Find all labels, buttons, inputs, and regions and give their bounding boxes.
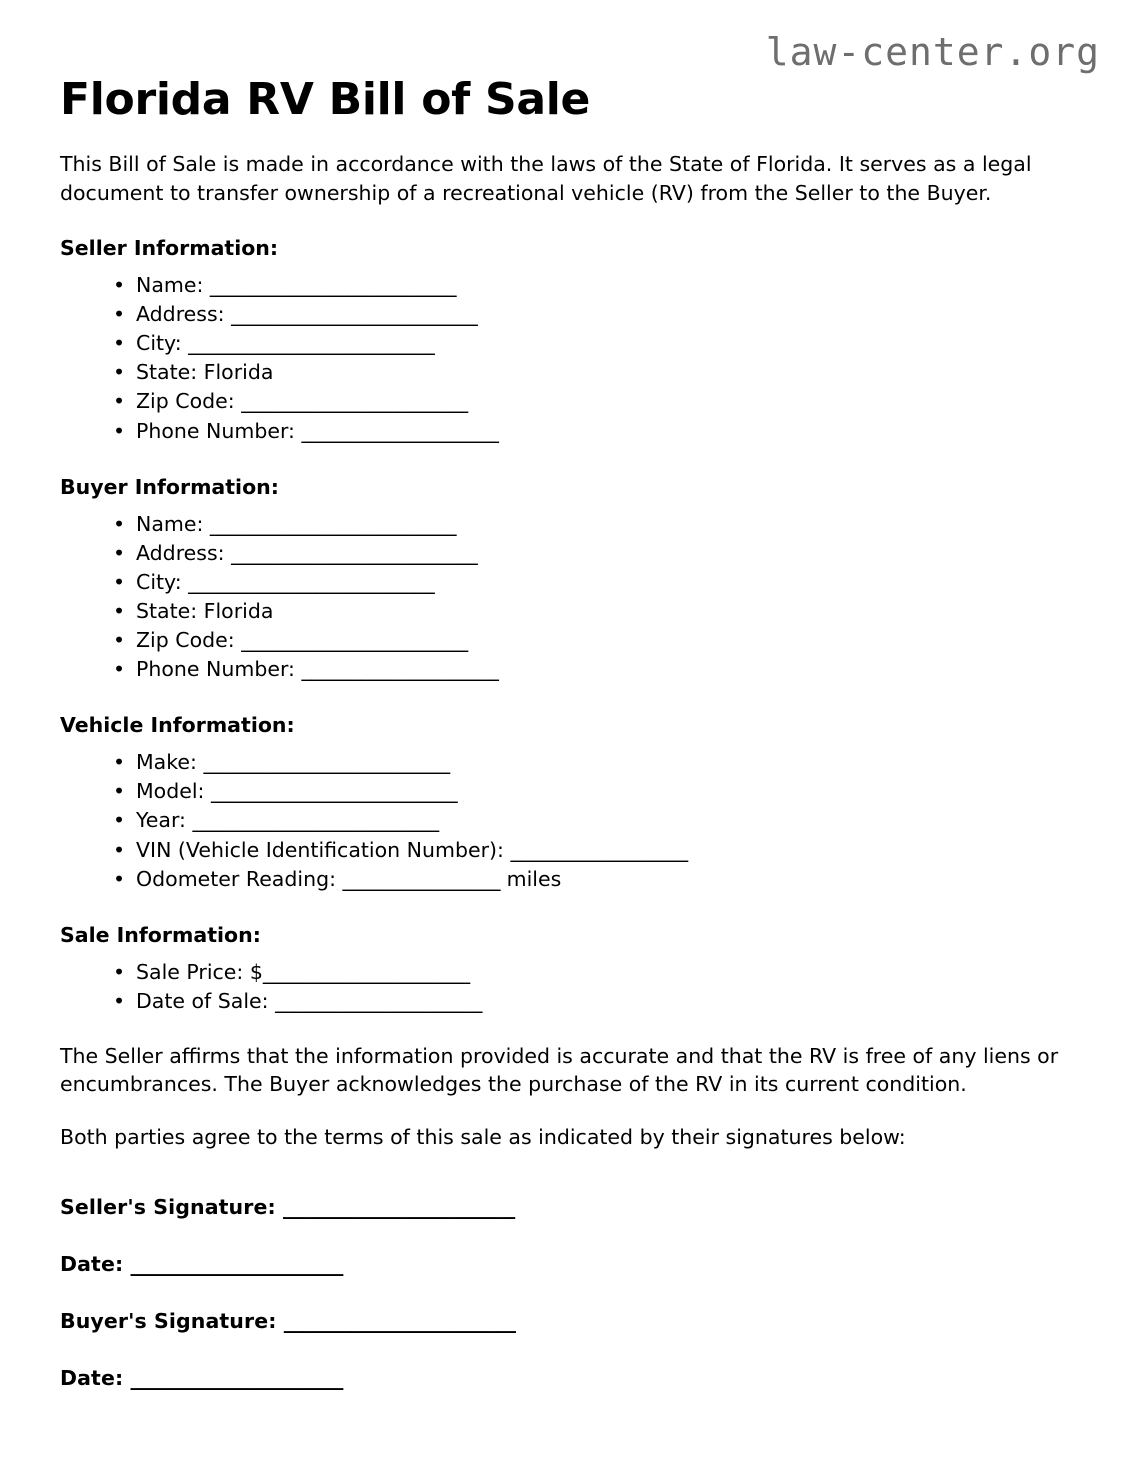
field-list xyxy=(60,262,1073,446)
field-label: Phone Number: xyxy=(136,657,302,682)
field-list xyxy=(60,501,1073,685)
form-sections xyxy=(60,207,1073,1016)
field-label: Odometer Reading: xyxy=(136,866,343,891)
field-row xyxy=(136,510,1073,539)
page-title: Florida RV Bill of Sale xyxy=(60,74,591,125)
signature-blank[interactable]: ________________________ xyxy=(283,1194,515,1219)
section-heading: Seller Information: xyxy=(60,235,279,260)
field-label: Date of Sale: xyxy=(136,988,276,1013)
field-row xyxy=(136,568,1073,597)
field-row xyxy=(136,836,1073,865)
field-label: Zip Code: xyxy=(136,628,242,653)
field-blank[interactable]: _________________________ xyxy=(209,272,457,297)
signature-label: Buyer's Signature: xyxy=(60,1308,284,1333)
field-label: Model: xyxy=(136,779,211,804)
field-blank[interactable]: _______________________ xyxy=(241,389,468,414)
field-list xyxy=(60,739,1073,894)
field-row xyxy=(136,271,1073,300)
signature-label: Seller's Signature: xyxy=(60,1194,283,1219)
field-row xyxy=(136,358,1073,387)
field-row xyxy=(136,626,1073,655)
signature-blank[interactable]: ______________________ xyxy=(130,1365,343,1390)
field-row xyxy=(136,865,1073,894)
field-blank[interactable]: _________________________ xyxy=(188,331,435,356)
field-blank[interactable]: _________________________ xyxy=(231,302,478,327)
affirmation-paragraph: The Seller affirms that the information provided is accurate and that the RV is free of any liens or encumbrances. The Buyer acknowledges the purchase of the RV in its current condition. xyxy=(60,1044,1059,1097)
field-blank[interactable]: __________________ xyxy=(510,837,688,862)
signature-row xyxy=(60,1276,1073,1333)
field-blank[interactable]: _______________________ xyxy=(241,628,468,653)
signature-row xyxy=(60,1162,1073,1219)
signature-label: Date: xyxy=(60,1365,131,1390)
field-label: Year: xyxy=(136,808,193,833)
field-row xyxy=(136,655,1073,684)
field-label: Name: xyxy=(136,511,210,536)
site-watermark: law-center.org xyxy=(765,30,1100,74)
section-heading: Vehicle Information: xyxy=(60,713,295,738)
field-blank[interactable]: _________________________ xyxy=(209,511,457,536)
field-label: Sale Price: $ xyxy=(136,959,263,984)
field-blank[interactable]: _________________________ xyxy=(192,808,439,833)
field-label: City: xyxy=(136,331,189,356)
field-label: Phone Number: xyxy=(136,418,302,443)
signature-blank[interactable]: ________________________ xyxy=(283,1308,516,1333)
field-blank[interactable]: _____________________ xyxy=(262,959,470,984)
intro-paragraph: This Bill of Sale is made in accordance with the laws of the State of Florida. It serves as a legal document to transfer ownership of a recreational vehicle (RV) from the Seller to the Buyer. xyxy=(60,152,1032,205)
field-label: VIN (Vehicle Identification Number): xyxy=(136,837,511,862)
field-blank[interactable]: _____________________ xyxy=(275,988,482,1013)
section-heading: Sale Information: xyxy=(60,922,261,947)
field-label: Zip Code: xyxy=(136,389,242,414)
field-row xyxy=(136,806,1073,835)
field-blank[interactable]: _________________________ xyxy=(203,750,450,775)
field-row xyxy=(136,417,1073,446)
field-label: Make: xyxy=(136,750,204,775)
field-label: Address: xyxy=(136,302,232,327)
field-label: City: xyxy=(136,569,189,594)
field-row xyxy=(136,300,1073,329)
field-row xyxy=(136,597,1073,626)
field-label: State: Florida xyxy=(136,360,274,385)
signature-row xyxy=(60,1219,1073,1276)
field-row xyxy=(136,777,1073,806)
field-list xyxy=(60,949,1073,1016)
field-label: State: Florida xyxy=(136,598,274,623)
field-blank[interactable]: _________________________ xyxy=(231,540,478,565)
field-suffix: miles xyxy=(500,866,562,891)
signature-label: Date: xyxy=(60,1251,131,1276)
field-row xyxy=(136,539,1073,568)
field-label: Address: xyxy=(136,540,232,565)
field-blank[interactable]: _________________________ xyxy=(210,779,458,804)
field-row xyxy=(136,329,1073,358)
field-blank[interactable]: ____________________ xyxy=(301,418,499,443)
signature-blank[interactable]: ______________________ xyxy=(130,1251,343,1276)
field-blank[interactable]: ________________ xyxy=(342,866,501,891)
signature-row xyxy=(60,1333,1073,1390)
field-label: Name: xyxy=(136,272,210,297)
field-row xyxy=(136,748,1073,777)
field-row xyxy=(136,387,1073,416)
section-heading: Buyer Information: xyxy=(60,474,279,499)
field-row xyxy=(136,958,1073,987)
field-blank[interactable]: _________________________ xyxy=(188,569,435,594)
agreement-paragraph: Both parties agree to the terms of this sale as indicated by their signatures below: xyxy=(60,1124,906,1149)
signature-block xyxy=(60,1151,1073,1390)
field-row xyxy=(136,987,1073,1016)
field-blank[interactable]: ____________________ xyxy=(301,657,499,682)
